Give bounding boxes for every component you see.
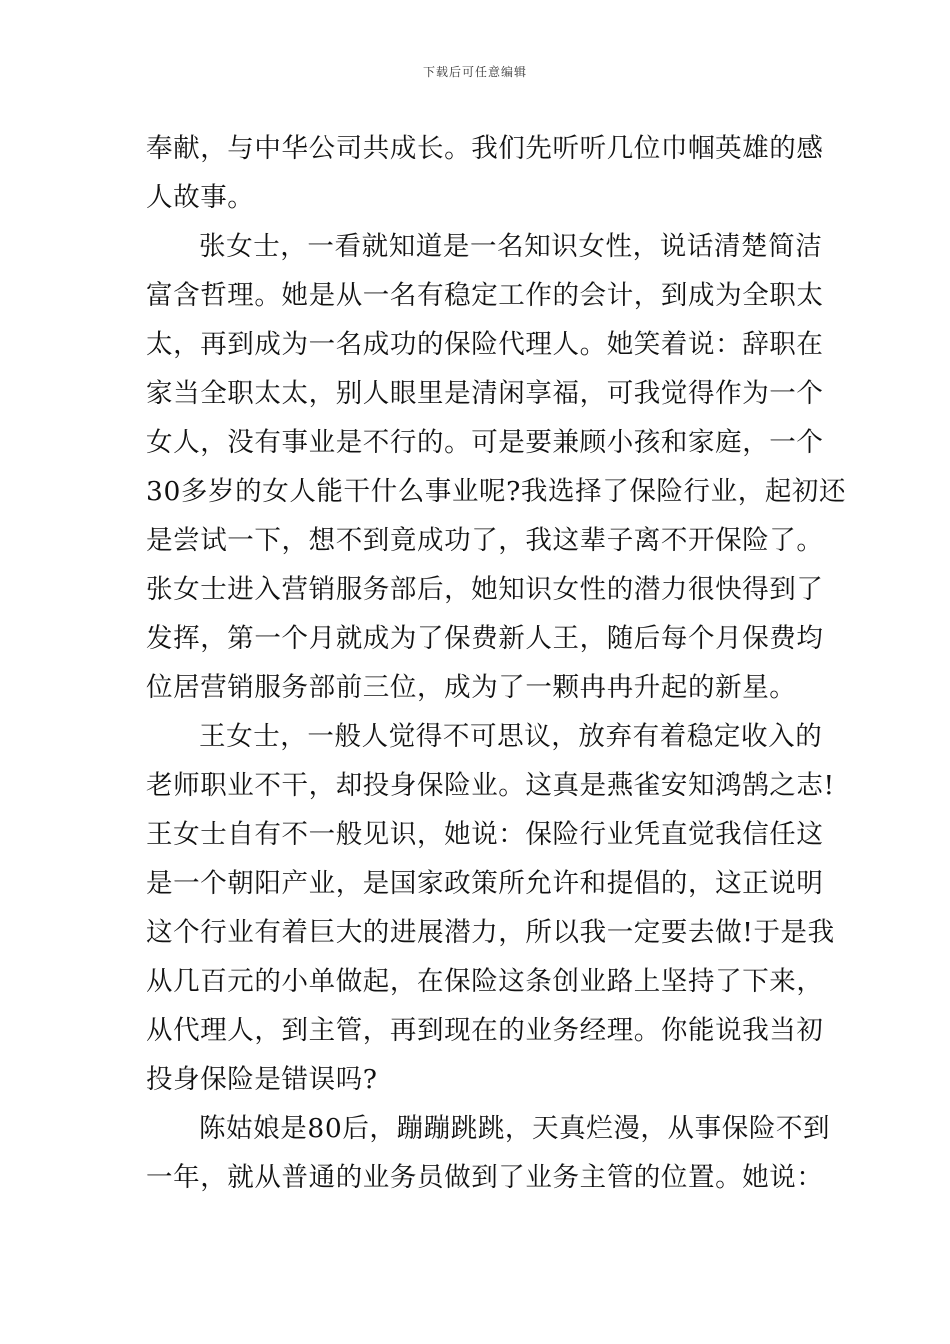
text-line: 是一个朝阳产业，是国家政策所允许和提倡的，这正说明: [146, 868, 824, 899]
text-line: 老师职业不干，却投身保险业。这真是燕雀安知鸿鹄之志!: [146, 770, 835, 801]
text-line: 太，再到成为一名成功的保险代理人。她笑着说：辞职在: [146, 329, 824, 360]
paragraph: [146, 222, 847, 712]
text-line: 陈姑娘是80后，蹦蹦跳跳，天真烂漫，从事保险不到: [199, 1113, 831, 1144]
text-line: 这个行业有着巨大的进展潜力，所以我一定要去做!于是我: [146, 917, 835, 948]
text-line: 王女士，一般人觉得不可思议，放弃有着稳定收入的: [199, 721, 823, 752]
paragraph: [146, 124, 824, 222]
text-line: 30多岁的女人能干什么事业呢?我选择了保险行业，起初还: [146, 476, 847, 507]
paragraph: [146, 1104, 831, 1202]
text-line: 女人，没有事业是不行的。可是要兼顾小孩和家庭，一个: [146, 427, 824, 458]
text-line: 张女士进入营销服务部后，她知识女性的潜力很快得到了: [146, 574, 824, 605]
text-line: 从几百元的小单做起，在保险这条创业路上坚持了下来，: [146, 966, 824, 997]
document-body: [146, 124, 847, 1202]
text-line: 家当全职太太，别人眼里是清闲享福，可我觉得作为一个: [146, 378, 824, 409]
text-line: 富含哲理。她是从一名有稳定工作的会计，到成为全职太: [146, 280, 824, 311]
text-line: 是尝试一下，想不到竟成功了，我这辈子离不开保险了。: [146, 525, 824, 556]
page-header: 下载后可任意编辑: [422, 65, 527, 79]
text-line: 一年，就从普通的业务员做到了业务主管的位置。她说：: [146, 1162, 824, 1193]
text-line: 位居营销服务部前三位，成为了一颗冉冉升起的新星。: [146, 672, 797, 703]
paragraph: [146, 712, 835, 1104]
text-line: 王女士自有不一般见识，她说：保险行业凭直觉我信任这: [146, 819, 824, 850]
text-line: 张女士，一看就知道是一名知识女性，说话清楚简洁: [199, 231, 823, 262]
text-line: 投身保险是错误吗?: [146, 1064, 378, 1095]
text-line: 从代理人，到主管，再到现在的业务经理。你能说我当初: [146, 1015, 824, 1046]
text-line: 人故事。: [146, 182, 255, 213]
text-line: 奉献，与中华公司共成长。我们先听听几位巾帼英雄的感: [146, 133, 824, 164]
text-line: 发挥，第一个月就成为了保费新人王，随后每个月保费均: [146, 623, 824, 654]
